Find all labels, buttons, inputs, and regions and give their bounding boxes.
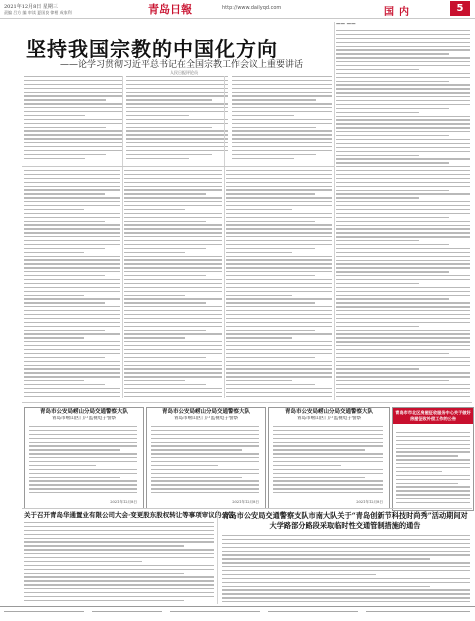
right-notice-box <box>392 407 474 511</box>
editor-credits: 责编 吕方 编 审读 夏国良 律相 成家利 <box>4 10 72 15</box>
body-text-col-3 <box>226 170 332 398</box>
masthead <box>0 0 475 19</box>
lead-text-col-1 <box>24 76 122 162</box>
notice-box-2 <box>146 407 266 509</box>
notice-box-3 <box>268 407 390 509</box>
main-headline: 坚持我国宗教的中国化方向 <box>26 37 278 61</box>
notice-box-3-subtitle: 青岛市崂山区门户监视电子警察 <box>296 416 362 421</box>
lead-text-col-3 <box>232 76 332 162</box>
right-column-heading: —— —— <box>336 22 356 27</box>
notice-box-2-subtitle: 青岛市崂山区门户监视电子警察 <box>173 416 239 421</box>
lead-text-col-2 <box>126 76 228 162</box>
notice-box-2-date: 2021年12月8日 <box>232 500 259 504</box>
notice-box-1-subtitle: 青岛市崂山区门户监视电子警察 <box>51 416 117 421</box>
body-text-col-1 <box>24 170 120 398</box>
bottom-right-notice-text <box>222 535 470 603</box>
body-text-col-2 <box>124 170 222 398</box>
notice-box-1-date: 2021年12月8日 <box>110 500 137 504</box>
right-notice-title: 青岛市市北区房屋征收服务中心关于做好房屋征收补偿工作的公告 <box>393 408 473 424</box>
page-number: 5 <box>450 1 470 16</box>
bottom-left-notice-title: 关于召开青岛华通置业有限公司大会·变更股东股权转让等事项审议的公告 <box>24 511 235 519</box>
bottom-right-notice-title: 青岛市公安局交通警察支队市南大队关于“青岛创新节科技时尚秀”活动期间对大学路部分路段采取临时性交通管制措施的通告 <box>222 511 468 530</box>
section-name: 国内 <box>384 7 414 18</box>
sub-headline: ——论学习贯彻习近平总书记在全国宗教工作会议上重要讲话 <box>60 60 304 70</box>
notice-box-1 <box>24 407 144 509</box>
bottom-left-notice-text <box>24 522 214 604</box>
notice-box-3-title: 青岛市公安局崂山分局交通警察大队 <box>284 409 373 415</box>
right-column-text <box>336 30 470 398</box>
byline: 人民日报评论员 <box>170 70 198 75</box>
website-url: http://www.dailyqd.com <box>222 5 282 11</box>
notice-box-3-date: 2021年12月8日 <box>356 500 383 504</box>
page-footer <box>0 606 475 621</box>
newspaper-logo: 青岛日報 <box>148 3 192 16</box>
notice-box-2-title: 青岛市公安局崂山分局交通警察大队 <box>161 409 250 415</box>
notice-box-1-title: 青岛市公安局崂山分局交通警察大队 <box>39 409 128 415</box>
issue-date: 2021年12月8日 星期三 <box>4 4 58 10</box>
